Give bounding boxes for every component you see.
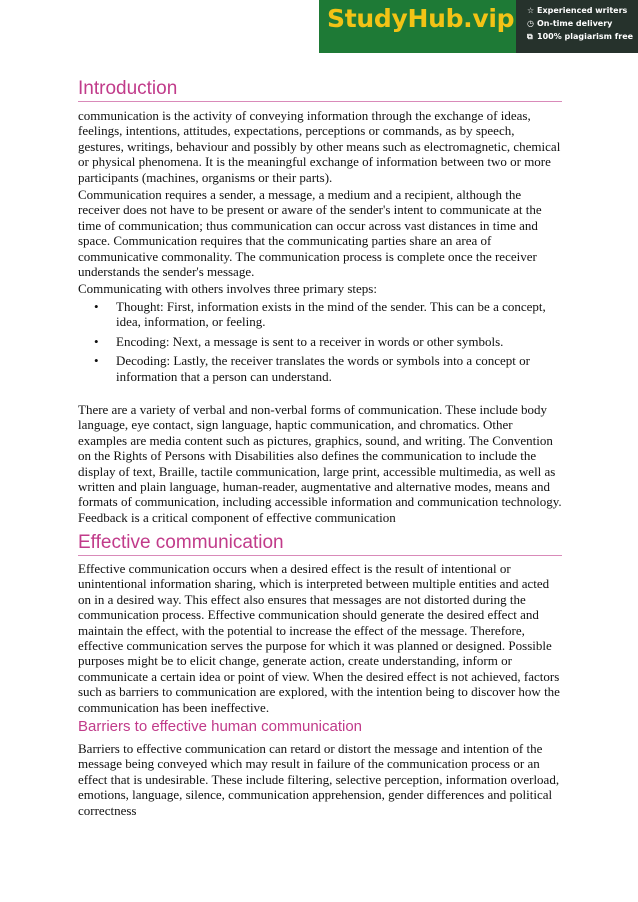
list-item (78, 299, 562, 330)
feature-label: On-time delivery (537, 19, 613, 28)
feature-list (527, 4, 633, 43)
introduction-paragraph: Communication requires a sender, a message, a medium and a recipient, although the receiver does not have to be present or aware of the sender's intent to communicate at the time of communication; thus communication can occur across vast distances in time and space. Communication requires that the communicating parties share an area of communicative commonality. The communication process is complete once the receiver understands the sender's message. (78, 187, 542, 280)
star-icon: ☆ (527, 6, 535, 15)
studyhub-banner[interactable] (319, 0, 638, 53)
feature-item (527, 4, 633, 17)
introduction-paragraph: communication is the activity of conveying information through the exchange of ideas, feelings, intentions, attitudes, expectations, perceptions or commands, as by speech, gestures, writings, behaviour and possibly by other means such as electromagnetic, chemical or physical phenomena. It is the meaningful exchange of information between two or more participants (machines, organisms or their parts). (78, 108, 561, 185)
introduction-paragraph: There are a variety of verbal and non-verbal forms of communication. These include body language, eye contact, sign language, haptic communication, and chromatics. Other examples are media content such as pictures, graphics, sound, and writing. The Convention on the Rights of Persons with Disabilities also defines the communication to include the display of text, Braille, tactile communication, large print, accessible multimedia, as well as written and plain language, human-reader, augmentative and alternative modes, means and formats of communication, including accessible information and communication technology. Feedback is a critical component of effective communication (78, 402, 562, 525)
logo-main: StudyHub (327, 4, 464, 33)
list-item-text: Encoding: Next, a message is sent to a receiver in words or other symbols. (116, 333, 504, 349)
feature-label: Experienced writers (537, 6, 628, 15)
introduction-heading: Introduction (78, 78, 562, 102)
list-item-text: Thought: First, information exists in the mind of the sender. This can be a concept, idea, information, or feeling. (116, 299, 546, 330)
effective-communication-heading: Effective communication (78, 532, 562, 556)
barriers-paragraph: Barriers to effective communication can retard or distort the message and intention of the message being conveyed which may result in failure of the communication process or an effect that is undesirable. These include filtering, selective perception, information overload, emotions, language, silence, communication apprehension, gender differences and political correctness (78, 741, 560, 818)
bullet: • (94, 299, 99, 314)
effective-communication-paragraph: Effective communication occurs when a desired effect is the result of intentional or unintentional information sharing, which is interpreted between multiple entities and acted on in a desired way. This effect also ensures that messages are not distorted during the communication process. Effective communication should generate the desired effect and maintain the effect, with the potential to increase the effect of the message. Therefore, effective communication serves the purpose for which it was planned or designed. Possible purposes might be to elicit change, generate action, create understanding, inform or communicate a certain idea or point of view. When the desired effect is not achieved, factors such as barriers to communication are explored, with the intention being to discover how the communication has been ineffective. (78, 561, 560, 715)
list-item (78, 353, 562, 384)
feature-item (527, 30, 633, 43)
communication-steps-list (78, 299, 562, 384)
barriers-heading: Barriers to effective human communication (78, 718, 363, 735)
introduction-paragraph: Communicating with others involves three primary steps: (78, 281, 377, 296)
studyhub-logo (327, 4, 514, 33)
feature-label: 100% plagiarism free (537, 32, 634, 41)
logo-suffix: .vip (463, 4, 515, 33)
list-item-text: Decoding: Lastly, the receiver translates the words or symbols into a concept or information that a person can understand. (116, 353, 530, 384)
list-item (78, 334, 562, 349)
copy-icon: ⧉ (527, 32, 533, 41)
bullet: • (94, 353, 99, 369)
feature-item (527, 17, 633, 30)
clock-icon: ◷ (527, 19, 534, 28)
bullet: • (94, 333, 99, 349)
logo-box (319, 0, 516, 53)
